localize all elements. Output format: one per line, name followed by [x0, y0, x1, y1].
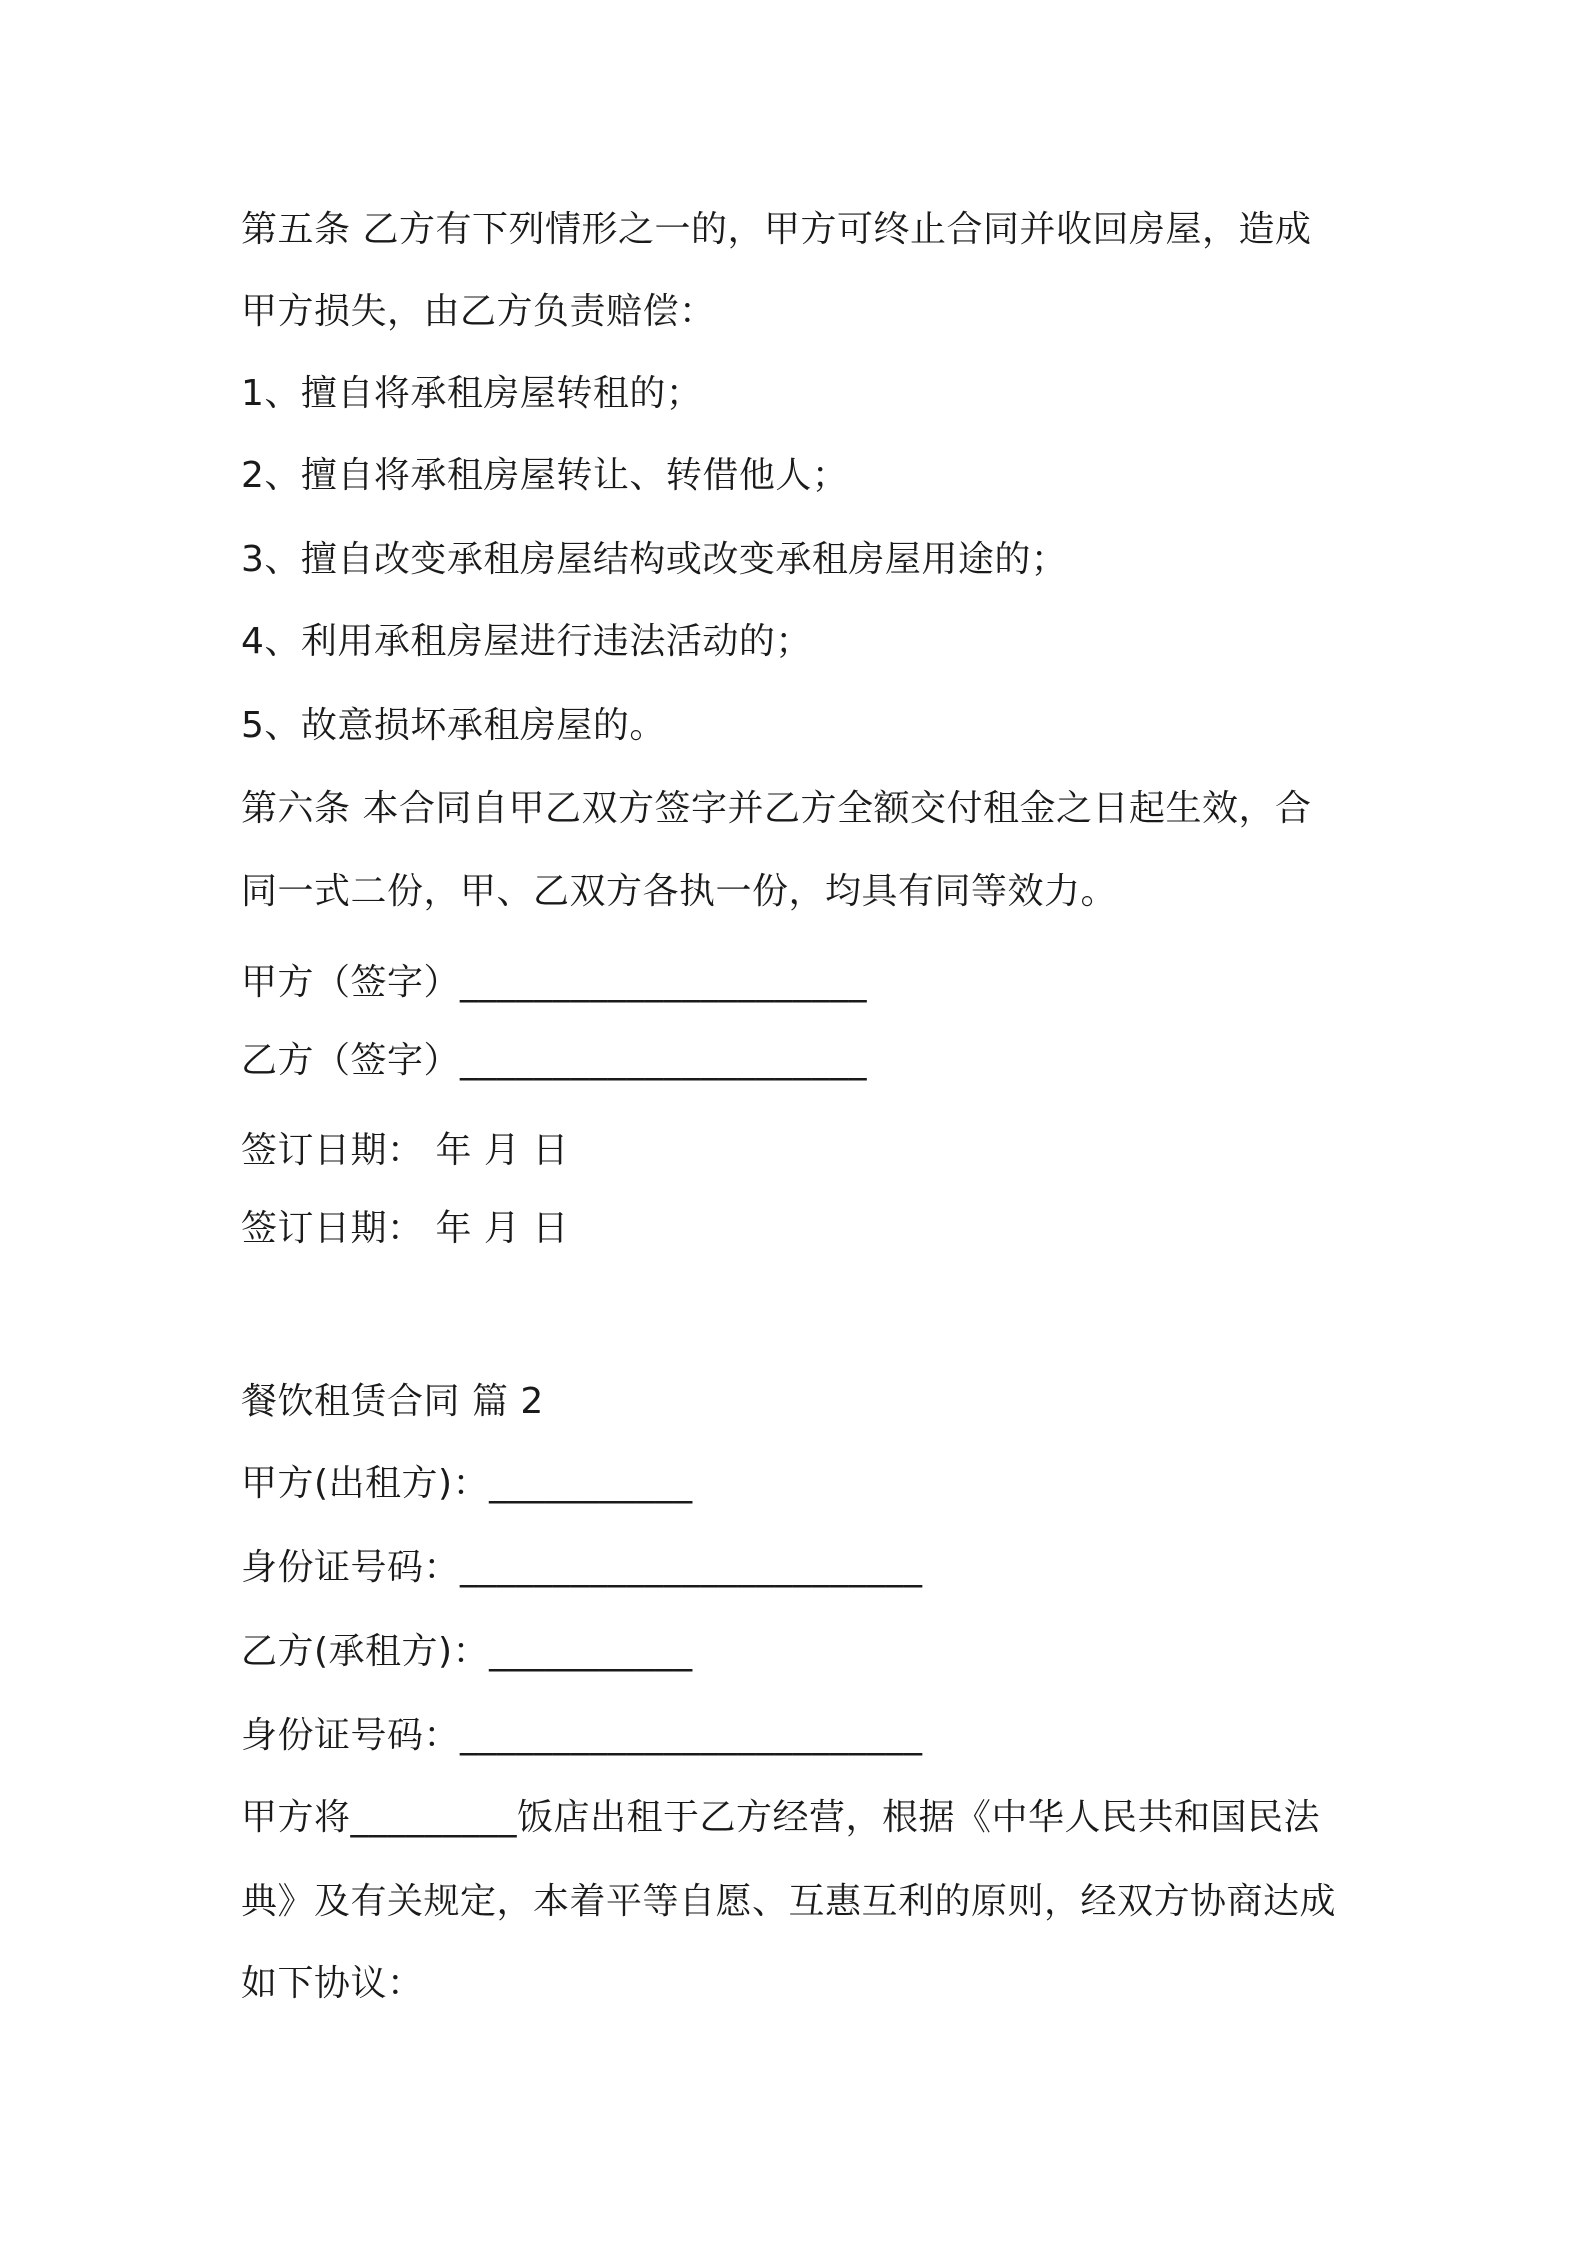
section-title: 餐饮租赁合同 篇 2	[241, 1381, 544, 1422]
preamble-line-3: 如下协议：	[241, 1963, 424, 2004]
article-6-line-1: 第六条 本合同自甲乙双方签字并乙方全额交付租金之日起生效，合	[241, 788, 1312, 829]
preamble-line-1: 甲方将_________饭店出租于乙方经营，根据《中华人民共和国民法	[241, 1797, 1321, 1838]
lessee-id-field: 身份证号码：_________________________	[241, 1715, 923, 1756]
party-b-signature-line: 乙方（签字）______________________	[241, 1040, 868, 1081]
signing-date-line-2: 签订日期： 年 月 日	[241, 1208, 569, 1249]
article-5-line-2: 甲方损失，由乙方负责赔偿：	[241, 291, 716, 332]
clause-item-4: 4、利用承租房屋进行违法活动的；	[241, 621, 812, 662]
party-a-signature-line: 甲方（签字）______________________	[241, 962, 868, 1003]
lessor-field: 甲方(出租方)：___________	[241, 1463, 693, 1504]
clause-item-3: 3、擅自改变承租房屋结构或改变承租房屋用途的；	[241, 539, 1068, 580]
clause-item-2: 2、擅自将承租房屋转让、转借他人；	[241, 455, 849, 496]
clause-item-5: 5、故意损坏承租房屋的。	[241, 705, 666, 746]
lessor-id-field: 身份证号码：_________________________	[241, 1547, 923, 1588]
preamble-line-2: 典》及有关规定，本着平等自愿、互惠互利的原则，经双方协商达成	[241, 1881, 1337, 1922]
signing-date-line-1: 签订日期： 年 月 日	[241, 1130, 569, 1171]
clause-item-1: 1、擅自将承租房屋转租的；	[241, 373, 703, 414]
article-6-line-2: 同一式二份，甲、乙双方各执一份，均具有同等效力。	[241, 871, 1118, 912]
lessee-field: 乙方(承租方)：___________	[241, 1631, 693, 1672]
article-5-line-1: 第五条 乙方有下列情形之一的，甲方可终止合同并收回房屋，造成	[241, 209, 1312, 250]
